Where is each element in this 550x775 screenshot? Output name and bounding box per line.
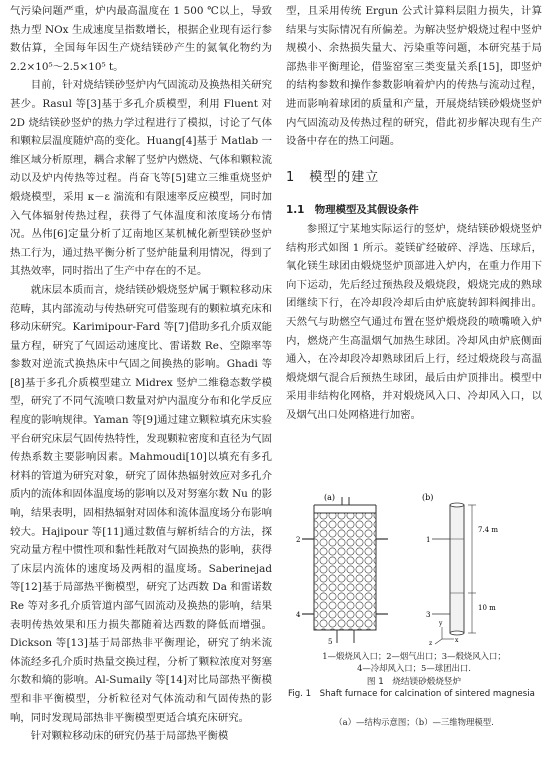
paragraph: 气污染问题严重，炉内最高温度在 1 500 ℃以上，导致热力型 NOx 生成速度呈指数增长，根据企业现有运行参数估算，全国每年因生产烧结镁砂产生的氮氧化物约为 2.2×10⁵～2.5×10⁵ t。 — [10, 5, 272, 73]
axis-label: z — [429, 640, 433, 645]
paragraph: 型，且采用传统 Ergun 公式计算料层阻力损失，计算结果与实际情况有所偏差。为解决竖炉煅烧过程中竖炉规模小、余热损失量大、污染重等问题，本研究基于局部热非平衡理论，借鉴窑室三类变量关系[15]，即竖炉的结构参数和操作参数影响着炉内的传热与流动过程，进而影响着球团的质量和产量，开展烧结镁砂煅烧竖炉内气固流动及传热过程的研究，借此初步解决现有生产设备中存在的热工问题。 — [286, 5, 542, 148]
furnace-3d-model — [450, 505, 464, 633]
figure-caption-cn: 图 1 烧结镁砂煅烧竖炉 — [366, 677, 462, 687]
furnace-figure — [292, 493, 538, 645]
figure-legend — [288, 650, 540, 674]
paragraph: 针对颗粒移动床的研究仍基于局部热平衡模 — [30, 730, 229, 743]
dimension-label: 10 m — [478, 604, 496, 612]
furnace-diagram — [292, 493, 538, 645]
axis-label: x — [455, 637, 459, 644]
panel-b-label: (b) — [422, 493, 434, 502]
marker-label: 3 — [426, 611, 431, 619]
marker-label: 5 — [328, 638, 333, 645]
axis-label: y — [439, 620, 443, 627]
legend-line: 4—冷却风入口；5—球团出口. — [357, 663, 471, 673]
marker-label: 2 — [296, 536, 301, 544]
marker-label: 4 — [296, 611, 301, 619]
left-text-column — [10, 2, 272, 746]
figure-caption-en: Fig. 1 Shaft furnace for calcination of sintered magnesia — [288, 689, 535, 699]
dimension-label: 7.4 m — [478, 526, 498, 534]
subsection-heading: 1.1 物理模型及其假设条件 — [286, 204, 419, 217]
figure-subcaption: （a）—结构示意图；（b）—三维物理模型. — [334, 717, 494, 727]
marker-label: 1 — [426, 536, 431, 544]
legend-line: 1—煅烧风入口；2—烟气出口；3—煅烧风入口； — [322, 651, 506, 661]
section-heading: 1 模型的建立 — [286, 169, 380, 185]
panel-a-label: (a) — [324, 493, 336, 502]
paragraph: 目前，针对烧结镁砂竖炉内气固流动及换热相关研究甚少。Rasul 等[3]基于多孔介质模型，利用 Fluent 对 2D 烧结镁砂竖炉的热力学过程进行了模拟，讨论了气体和颗粒层温度随炉高的变化。Huang[4]基于 Matlab 一维区域分析原理，耦合求解了竖炉内燃烧、气体和颗粒流动以及炉内传热等过程。肖奋飞等[5]建立三维重烧竖炉煅烧模型，采用 κ－ε 湍流和有限速率反应模型，同时加入气体辐射传热过程，获得了气体温度和浓度场分布情况。丛伟[6]定量分析了辽南地区某机械化新型镁砂竖炉热工行为，通过热平衡分析了竖炉能量利用情况，得到了其热效率，同时指出了生产中存在的不足。 — [10, 79, 272, 278]
paragraph: 就床层本质而言，烧结镁砂煅烧竖炉属于颗粒移动床范畴，其内部流动与传热研究可借鉴现有的颗粒填充床和移动床研究。Karimipour-Fard 等[7]借助多孔介质双能量方程，研究了气固运动速度比、雷诺数 Re、空隙率等参数对逆流式换热床中气固之间换热的影响。Ghadi 等[8]基于多孔介质模型建立 Midrex 竖炉二维稳态数学模型，研究了不同气流喷口数量对炉内温度分布和化学反应程度的影响规律。Yaman 等[9]通过建立颗粒填充床实验平台研究床层气固传热特性，发现颗粒密度和直径为气固传热系数主要影响因素。Mahmoudi[10]以填充有多孔材料的管道为研究对象，研究了固体热辐射效应对多孔介质内的流体和固体温度场的影响以及对努塞尔数 Nu 的影响，结果表明，固相热辐射对固体和流体温度场分布影响较大。Hajipour 等[11]通过数值与解析结合的方法，探究动量方程中惯性项和黏性耗散对气固换热的影响，获得了床层内流体的速度场及两相的温度场。Saberinejad 等[12]基于局部热平衡模型，研究了达西数 Da 和雷诺数 Re 等对多孔介质管道内部气固流动及换热的影响，结果表明传热效果和压力损失都随着达西数的降低而增强。Dickson 等[13]基于局部热非平衡理论，研究了纳米流体流经多孔介质时热量交换过程，分析了颗粒浓度对努塞尔数和熵的影响。Al-Sumaily 等[14]对比局部热平衡模型和非平衡模型，分析粒径对气体流动和气固传热的影响，同时发现局部热非平衡模型更适合填充床研究。 — [10, 283, 272, 724]
paragraph: 参照辽宁某地实际运行的竖炉，烧结镁砂煅烧竖炉结构形式如图 1 所示。菱镁矿经破碎、浮选、压球后，氧化镁生球团由煅烧竖炉顶部进入炉内，在重力作用下向下运动，先后经过预热段及煅烧段，煅烧完成的熟球团继续下行，在冷却段冷却后由炉底旋转卸料阀排出。天然气与助燃空气通过布置在竖炉煅烧段的喷嘴喷入炉内，燃烧产生高温烟气加热生球团。冷却风由炉底侧面通入，在冷却段冷却熟球团后上行，经过煅烧段与高温煅烧烟气混合后预热生球团，最后由炉顶排出。模型中采用非结构化网格，并对煅烧风入口、冷却风入口，以及烟气出口处网格进行加密。 — [286, 222, 542, 421]
furnace-shaft-section — [314, 513, 376, 630]
right-text-column — [286, 2, 542, 424]
